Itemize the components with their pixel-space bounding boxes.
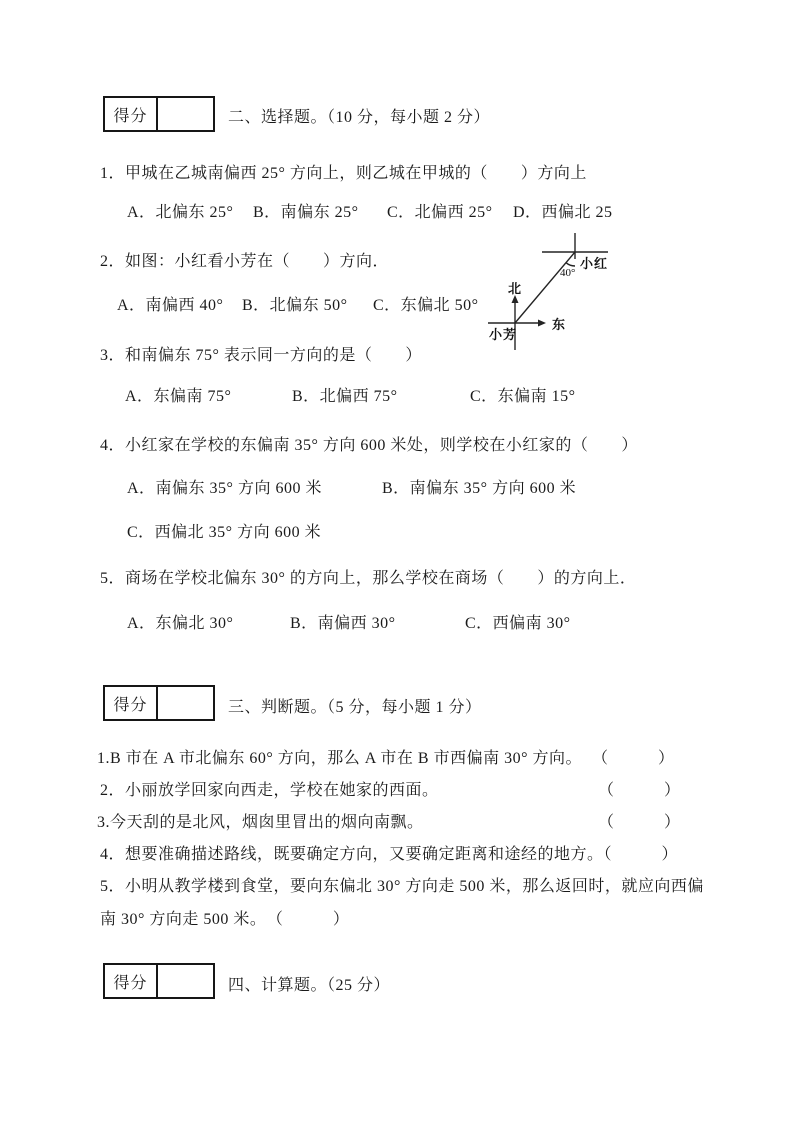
judge-item-2-answer-blank: （ ） — [598, 782, 681, 799]
choice-section-title: 二、选择题。（10 分，每小题 2 分） — [228, 109, 491, 126]
score-box-label: 得分 — [105, 687, 158, 719]
diagram-xiaohong-label: 小红 — [580, 256, 609, 271]
diagram-sight-line — [515, 252, 575, 323]
choice-q1-option-d: D．西偏北 25 — [513, 204, 613, 221]
judge-item-3-answer-blank: （ ） — [598, 814, 681, 831]
diagram-east-label: 东 — [552, 317, 567, 332]
choice-q2-option-b: B．北偏东 50° — [242, 297, 348, 314]
score-box-value — [158, 687, 213, 719]
score-box-value — [158, 965, 213, 997]
score-box-value — [158, 98, 213, 130]
judge-section-title: 三、判断题。（5 分，每小题 1 分） — [228, 699, 482, 716]
choice-q1-text: 1．甲城在乙城南偏西 25° 方向上，则乙城在甲城的（ ）方向上 — [100, 165, 587, 182]
choice-q1-option-a: A．北偏东 25° — [127, 204, 234, 221]
choice-q4-option-a: A．南偏东 35° 方向 600 米 — [127, 480, 322, 497]
east-arrow-icon — [538, 320, 546, 327]
choice-q5-option-b: B．南偏西 30° — [290, 615, 396, 632]
choice-q3-option-c: C．东偏南 15° — [470, 388, 576, 405]
choice-q2-text: 2．如图：小红看小芳在（ ）方向． — [100, 253, 390, 270]
choice-q3-option-b: B．北偏西 75° — [292, 388, 398, 405]
choice-q5-option-a: A．东偏北 30° — [127, 615, 234, 632]
choice-q4-text: 4．小红家在学校的东偏南 35° 方向 600 米处，则学校在小红家的（ ） — [100, 437, 638, 454]
calc-score-box — [103, 963, 215, 999]
choice-score-box — [103, 96, 215, 132]
diagram-angle-arc — [566, 263, 575, 266]
north-arrow-icon — [512, 295, 519, 303]
choice-q2-option-a: A．南偏西 40° — [117, 297, 224, 314]
score-box-label: 得分 — [105, 965, 158, 997]
choice-q5-option-c: C．西偏南 30° — [465, 615, 571, 632]
judge-item-4-text: 4．想要准确描述路线，既要确定方向，又要确定距离和途经的地方。（ ） — [100, 846, 679, 863]
judge-item-5-text-line2: 南 30° 方向走 500 米。 （ ） — [100, 911, 350, 928]
choice-q4-option-b: B．南偏东 35° 方向 600 米 — [382, 480, 577, 497]
choice-q2-option-c: C．东偏北 50° — [373, 297, 479, 314]
judge-item-1-text: 1.B 市在 A 市北偏东 60° 方向，那么 A 市在 B 市西偏南 30° 方向。 — [97, 750, 582, 767]
judge-item-1-answer-blank: （ ） — [592, 750, 675, 767]
score-box-label: 得分 — [105, 98, 158, 130]
direction-diagram — [478, 226, 648, 366]
choice-q1-option-c: C．北偏西 25° — [387, 204, 493, 221]
judge-item-5-text-line1: 5．小明从教学楼到食堂，要向东偏北 30° 方向走 500 米，那么返回时，就应向西偏 — [100, 878, 704, 895]
judge-item-2-text: 2．小丽放学回家向西走，学校在她家的西面。 — [100, 782, 439, 799]
judge-item-3-text: 3.今天刮的是北风，烟囱里冒出的烟向南飘。 — [97, 814, 424, 831]
choice-q1-option-b: B．南偏东 25° — [253, 204, 359, 221]
judge-score-box — [103, 685, 215, 721]
diagram-north-label: 北 — [508, 281, 523, 296]
choice-q4-option-c: C．西偏北 35° 方向 600 米 — [127, 524, 322, 541]
choice-q3-option-a: A．东偏南 75° — [125, 388, 232, 405]
diagram-angle-label: 40° — [560, 267, 576, 279]
choice-q3-text: 3．和南偏东 75° 表示同一方向的是（ ） — [100, 347, 422, 364]
diagram-xiaofang-label: 小芳 — [489, 327, 518, 342]
choice-q5-text: 5．商场在学校北偏东 30° 的方向上，那么学校在商场（ ）的方向上． — [100, 570, 637, 587]
calc-section-title: 四、计算题。（25 分） — [228, 977, 391, 994]
